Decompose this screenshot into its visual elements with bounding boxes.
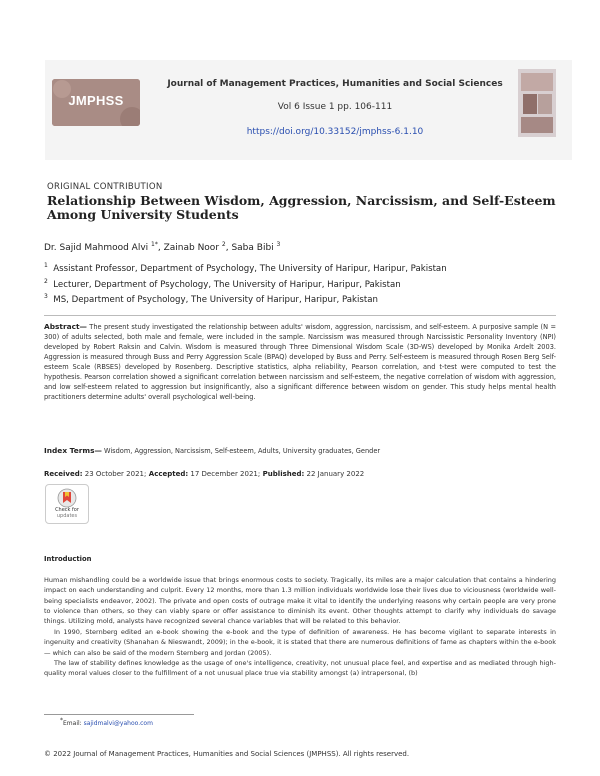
published-label: Published: — [260, 470, 305, 478]
paper-title: Relationship Between Wisdom, Aggression, Narcissism, and Self-Esteem Among University Students — [47, 193, 556, 222]
author-name: Dr. Sajid Mahmood Alvi — [44, 243, 149, 253]
affiliation — [44, 293, 378, 305]
footnote-divider — [44, 714, 194, 715]
logo-text: JMPHSS — [68, 93, 124, 108]
journal-logo — [52, 79, 140, 126]
divider — [44, 315, 556, 316]
affiliation-sup: 2 — [44, 278, 48, 285]
affiliation-text: Assistant Professor, Department of Psychology, The University of Haripur, Haripur, Pakistan — [53, 263, 447, 274]
doi-link[interactable]: https://doi.org/10.33152/jmphss-6.1.10 — [246, 127, 424, 137]
index-terms-text: Wisdom, Aggression, Narcissism, Self-esteem, Adults, University graduates, Gender — [101, 447, 381, 455]
bookmark-icon — [46, 487, 88, 509]
badge-line-1: Check for — [55, 507, 79, 513]
abstract-text: The present study investigated the relationship between adults' wisdom, aggression, narcissism, and self-esteem. A purposive sample (N = 300) of adults selected, both male and female, were included in the sample. Narcissism was measured through Narcissistic Personality Inventory (NPI) developed by Robert Raksin and Calvin. Wisdom is measured through Three Dimensional Wisdom Scale (3D-WS) developed by Monika Ardelt 2003. Aggression is measured through Buss and Perry Aggression Scale (BPAQ) developed by Buss and Perry. Self-esteem is measured through Rosen Berg Self-esteem Scale (RBSES) developed by Rosenberg. Descriptive statistics, alpha reliability, Pearson correlation, and t-test were computed to test the hypothesis. Pearson correlation showed a significant correlation between narcissism and self-esteem, the negative correlation of wisdom with aggression, and low self-esteem related to aggression but insignificantly, also a significant difference between wisdom on gender. This study helps mental health practitioners determine adults' overall psychological well-being. — [44, 323, 556, 401]
volume-issue: Vol 6 Issue 1 pp. 106-111 — [277, 102, 393, 112]
published-date: 22 January 2022 — [304, 470, 365, 478]
affiliation-text: Lecturer, Department of Psychology, The University of Haripur, Haripur, Pakistan — [53, 279, 401, 290]
author-sup: 2 — [221, 241, 226, 248]
article-type: ORIGINAL CONTRIBUTION — [47, 182, 163, 192]
author-sup: 1* — [151, 241, 158, 248]
index-terms-label: Index Terms— — [44, 446, 102, 455]
author-name: Zainab Noor — [163, 243, 220, 253]
affiliation — [44, 262, 447, 274]
journal-title: Journal of Management Practices, Humanities and Social Sciences — [167, 79, 503, 89]
affiliation — [44, 278, 401, 290]
paragraph: Human mishandling could be a worldwide issue that brings enormous costs to society. Tragically, its miles are a major calculation that contains a hindering impact on each understanding and culprit. Every 12 months, more than 1.3 million individuals worldwide lose their lives due to viciousness (worldwide well-being specialists endeavor, 2002). The private and open costs of outrage make it vital to identify the underlying reasons why certain people are very prone to violence than others, so they can viably spare or offer assistance to diminish its event. Other thoughts attempt to clarify why individuals do savage things. Utilizing mold, analysts have recognized several chance variables that will be related to this behavior. — [44, 576, 556, 626]
accepted-date: 17 December 2021; — [188, 470, 261, 478]
check-for-updates-badge[interactable] — [45, 484, 89, 524]
received-date: 23 October 2021; — [82, 470, 147, 478]
footnote: *Email: sajidmalvi@yahoo.com — [60, 717, 153, 727]
author-name: Saba Bibi — [231, 243, 274, 253]
email-link[interactable]: sajidmalvi@yahoo.com — [83, 720, 153, 727]
affiliation-sup: 1 — [44, 262, 48, 269]
abstract-label: Abstract— — [44, 322, 87, 331]
affiliation-sup: 3 — [44, 293, 48, 300]
article-dates — [44, 470, 556, 478]
badge-line-2: updates — [56, 513, 78, 519]
paragraph: In 1990, Sternberg edited an e-book showing the e-book and the type of definition of awareness. He has become vigilant to separate interests in ingenuity and creativity (Shanahan & Nieswandt, 2009); in the e-book, it is stated that there are numerous definitions of fame as chapters within the e-book — which can also be said of the modern Sternberg and Jordan (2005). — [44, 628, 556, 657]
received-label: Received: — [44, 470, 83, 478]
author-list: Dr. Sajid Mahmood Alvi $^{1*}$, Zainab Noor $^2$, Saba Bibi $^3$ — [44, 241, 281, 253]
section-heading: Introduction — [44, 555, 92, 563]
paragraph: The law of stability defines knowledge as the usage of one's intelligence, creativity, not unusual place feel, and expertise and as mediated through high-quality moral values closer to the fulfillment of a not unusual place true via stability amongst (a) intrapersonal, (b) — [44, 659, 556, 678]
abstract — [44, 322, 556, 402]
author-sup: 3 — [276, 241, 281, 248]
index-terms — [44, 446, 556, 455]
affiliation-text: MS, Department of Psychology, The University of Haripur, Haripur, Pakistan — [53, 294, 378, 305]
accepted-label: Accepted: — [146, 470, 189, 478]
footnote-label: Email: — [63, 720, 84, 727]
badge-text — [46, 507, 88, 519]
copyright: © 2022 Journal of Management Practices, Humanities and Social Sciences (JMPHSS). All rights reserved. — [44, 750, 410, 758]
